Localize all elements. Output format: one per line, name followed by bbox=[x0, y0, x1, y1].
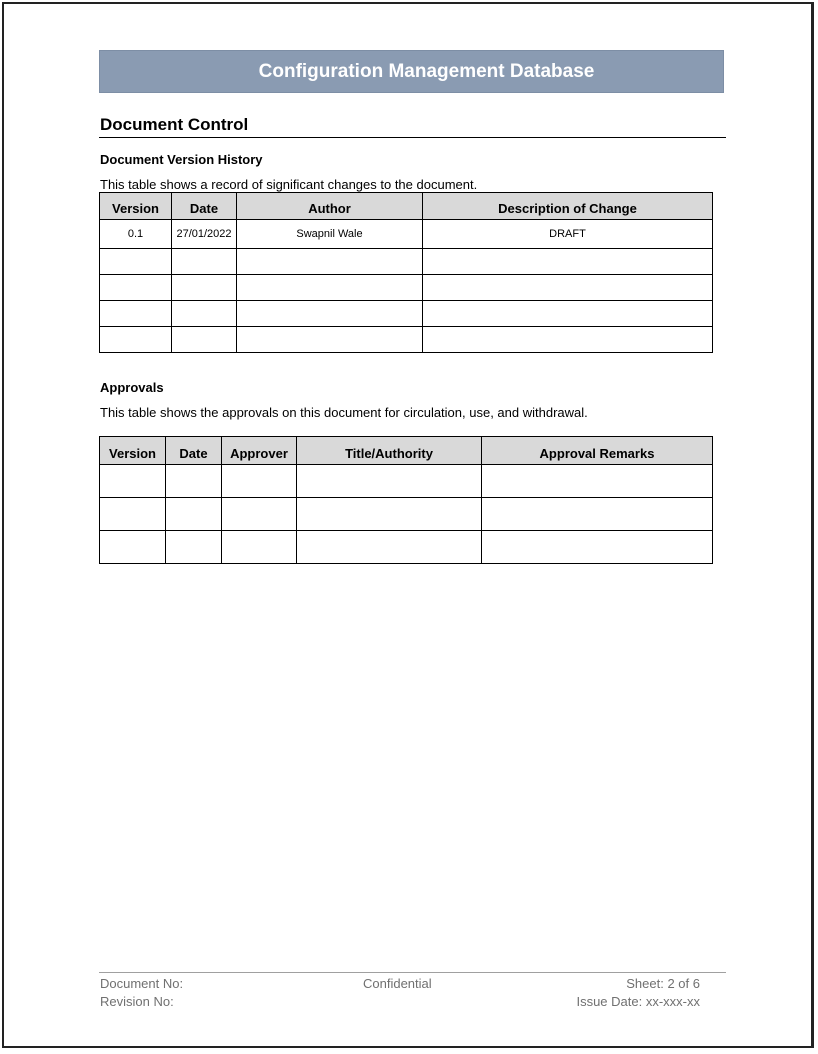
version-history-heading: Document Version History bbox=[100, 152, 263, 167]
table-row bbox=[100, 275, 713, 301]
table-cell bbox=[482, 531, 713, 564]
column-header: Date bbox=[172, 193, 237, 220]
table-cell bbox=[237, 275, 423, 301]
table-cell bbox=[166, 465, 222, 498]
section-heading-document-control: Document Control bbox=[100, 115, 249, 134]
column-header: Description of Change bbox=[423, 193, 713, 220]
approvals-heading: Approvals bbox=[100, 380, 164, 395]
table-row bbox=[100, 327, 713, 353]
approvals-table bbox=[99, 436, 713, 564]
table-cell bbox=[222, 498, 297, 531]
column-header: Approval Remarks bbox=[482, 437, 713, 465]
table-cell bbox=[222, 465, 297, 498]
table-cell bbox=[237, 327, 423, 353]
table-cell bbox=[423, 249, 713, 275]
version-history-intro: This table shows a record of significant changes to the document. bbox=[100, 177, 478, 192]
table-cell bbox=[297, 531, 482, 564]
table-cell bbox=[100, 301, 172, 327]
table-cell bbox=[100, 249, 172, 275]
table-row bbox=[100, 465, 713, 498]
column-header: Approver bbox=[222, 437, 297, 465]
table-cell bbox=[297, 465, 482, 498]
table-cell bbox=[237, 301, 423, 327]
table-cell bbox=[100, 531, 166, 564]
table-cell: DRAFT bbox=[423, 220, 713, 249]
column-header: Version bbox=[100, 193, 172, 220]
table-cell bbox=[100, 465, 166, 498]
table-cell bbox=[482, 498, 713, 531]
footer-divider bbox=[99, 972, 726, 973]
table-cell bbox=[237, 249, 423, 275]
table-cell bbox=[423, 275, 713, 301]
version-history-table bbox=[99, 192, 713, 353]
table-cell bbox=[172, 249, 237, 275]
table-cell bbox=[423, 301, 713, 327]
footer-classification: Confidential bbox=[363, 976, 432, 991]
footer-document-no: Document No: bbox=[100, 976, 184, 991]
document-page bbox=[2, 2, 814, 1048]
document-title: Configuration Management Database bbox=[258, 60, 595, 82]
table-cell: 0.1 bbox=[100, 220, 172, 249]
table-cell bbox=[482, 465, 713, 498]
column-header: Date bbox=[166, 437, 222, 465]
table-row bbox=[100, 531, 713, 564]
table-cell bbox=[172, 301, 237, 327]
table-cell bbox=[172, 275, 237, 301]
footer-revision-no: Revision No: bbox=[100, 994, 174, 1009]
table-cell bbox=[423, 327, 713, 353]
column-header: Version bbox=[100, 437, 166, 465]
table-cell: 27/01/2022 bbox=[172, 220, 237, 249]
table-cell bbox=[100, 327, 172, 353]
column-header: Title/Authority bbox=[297, 437, 482, 465]
table-cell bbox=[222, 531, 297, 564]
table-row bbox=[100, 301, 713, 327]
table-cell bbox=[100, 498, 166, 531]
table-header-row bbox=[100, 437, 713, 465]
table-cell bbox=[172, 327, 237, 353]
table-header-row bbox=[100, 193, 713, 220]
table-cell bbox=[100, 275, 172, 301]
footer-sheet-number: Sheet: 2 of 6 bbox=[626, 976, 700, 991]
table-cell bbox=[166, 498, 222, 531]
table-cell bbox=[297, 498, 482, 531]
table-cell: Swapnil Wale bbox=[237, 220, 423, 249]
table-cell bbox=[166, 531, 222, 564]
approvals-intro: This table shows the approvals on this document for circulation, use, and withdrawal. bbox=[100, 405, 588, 420]
footer-issue-date: Issue Date: xx-xxx-xx bbox=[576, 994, 700, 1009]
table-row bbox=[100, 249, 713, 275]
column-header: Author bbox=[237, 193, 423, 220]
document-title-banner bbox=[99, 50, 724, 93]
table-row bbox=[100, 220, 713, 249]
heading-divider bbox=[99, 137, 726, 138]
table-row bbox=[100, 498, 713, 531]
